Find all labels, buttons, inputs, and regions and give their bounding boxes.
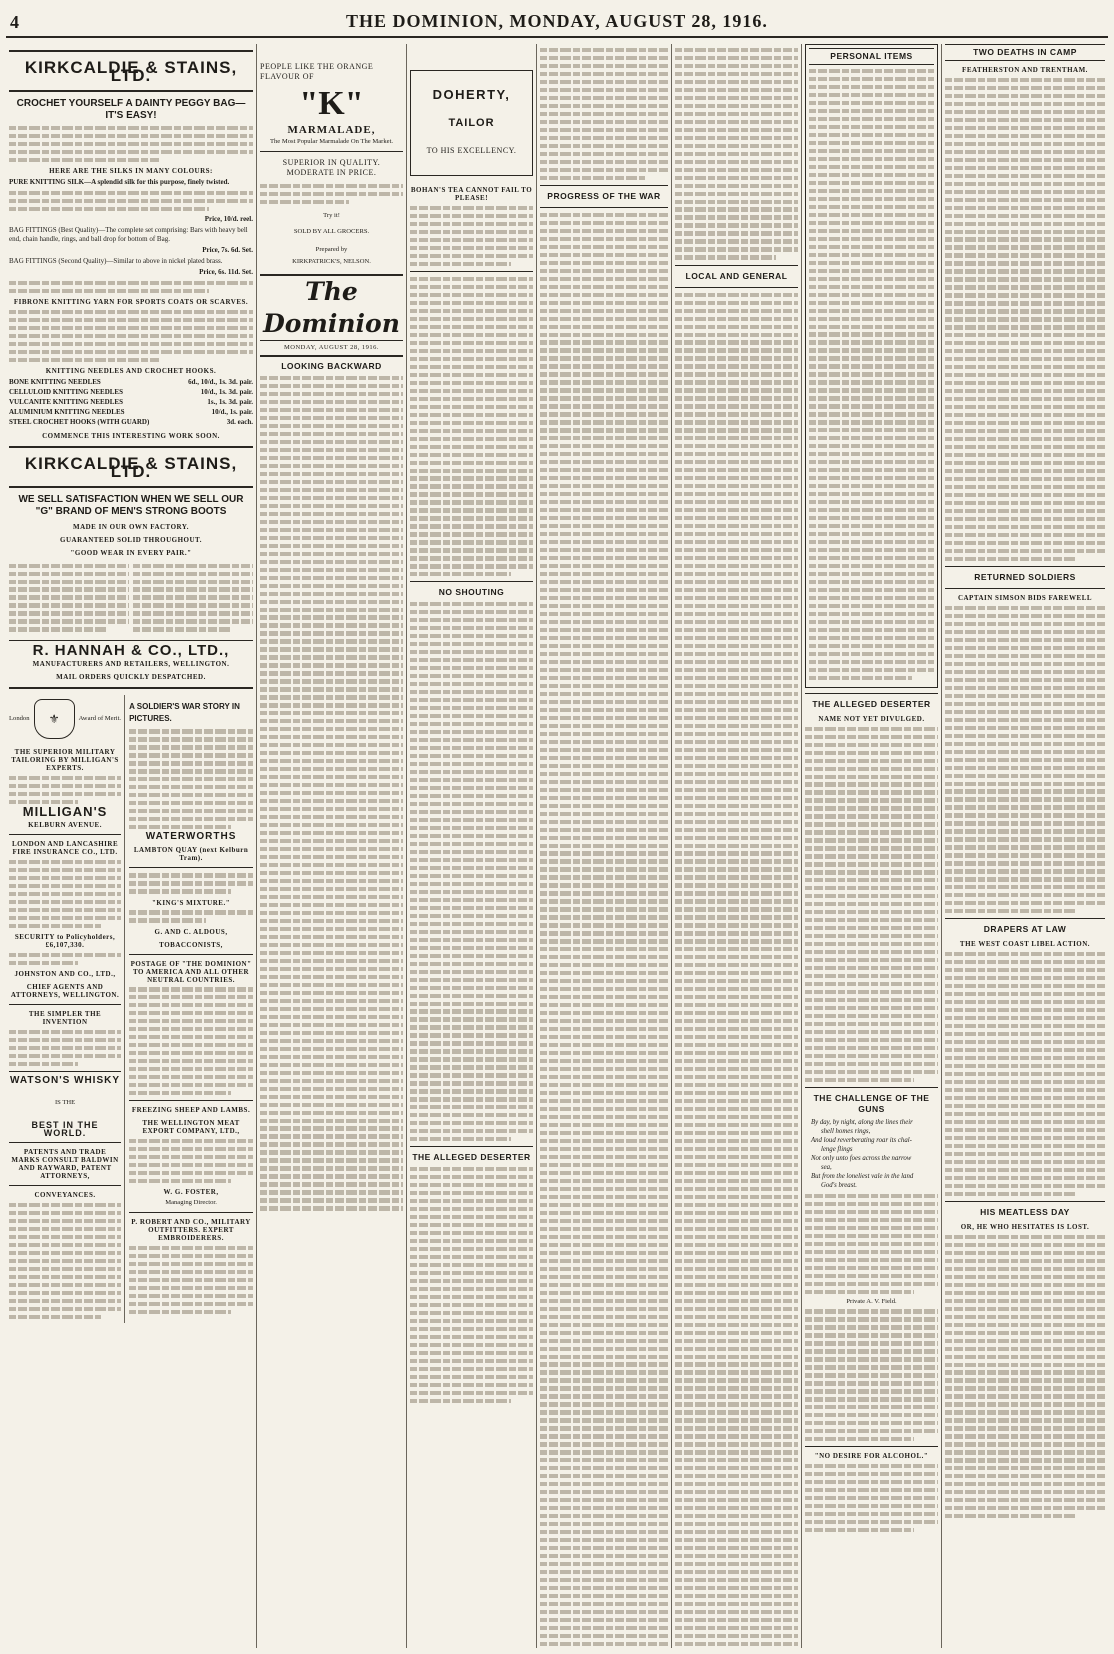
needles-heading: KNITTING NEEDLES AND CROCHET HOOKS. — [45, 366, 217, 375]
returned-soldiers-heading: RETURNED SOLDIERS — [974, 572, 1076, 583]
robert-co: P. ROBERT AND CO., MILITARY OUTFITTERS. EXPERT EMBROIDERERS. — [131, 1218, 251, 1243]
body-text — [9, 126, 253, 162]
fibrone-heading: FIBRONE KNITTING YARN FOR SPORTS COATS OR SCARVES. — [13, 297, 249, 306]
aldous: G. AND C. ALDOUS, — [154, 927, 228, 936]
kings-mixture: "KING'S MIXTURE." — [151, 898, 231, 907]
guaranteed: GUARANTEED SOLID THROUGHOUT. — [60, 535, 202, 544]
drapers-at-law-heading: DRAPERS AT LAW — [983, 924, 1067, 935]
column-advertisements: KIRKCALDIE & STAINS, LTD. CROCHET YOURSELF A DAINTY PEGGY BAG—IT'S EASY! HERE ARE THE SILKS IN MANY COLOURS: PURE KNITTING SILK—A splendid silk for this purpose, finely twisted. Price, 10/d. reel. BAG FITTINGS (Best Quality)—The complete set comprising: Bars with heavy bell end, chain handle, rings, and ball drop for bottom of Bag. Price, 7s. 6d. Set. BAG FITTINGS (Second Quality)—Similar to above in nickel plated brass. Price, 6s. 11d. Set. FIBRONE KNITTING YARN FOR SPORTS COATS OR SCARVES. KNITTING NEEDLES AND CROCHET HOOKS. BONE KNITTING NEEDLES 6d., 10/d., 1s. 3d. pair. CELLULOID KNITTING NEEDLES 10/d., 1s. 3d. pair. VULCANITE KNITTING NEEDLES 1s., 1s. 3d. pair. ALUMINIUM KNITTING NEEDLES 10/d., 1s. pair. STEEL CROCHET HOOKS (WITH GUARD) 3d. each. COMMENCE THIS INTERESTING WORK SOON. KIRKCALDIE & STAINS, LTD. WE SELL SATISFACTION WHEN WE SELL OUR "G" BRAND OF MEN'S STRONG BOOTS MADE IN OUR OWN FACTORY. GUARANTEED SOLID THROUGHOUT. "GOOD WEAR IN EVERY PAIR." R. HANNAH & CO., LTD., MANUFACTURERS AND RETAILERS, WELLINGTON. MAIL ORDERS QUICKLY DESPATCHED. London ⚜ Award of Merit. THE SUPERIOR MILITARY TAILORING BY MILLIGAN'S EXPERTS. MILLIGAN'S KELBURN AVENUE. LONDON AND LANCASHIRE FIRE INSURANCE CO., LTD. SECURITY to Policyholders, £6,107,330. JOHNSTON AND CO., LTD., CHIEF AGENTS AND ATTORNEYS, WELLINGTON. THE SIMPLER THE INVENTION WATSON'S WHISKY IS THE BEST IN THE WORLD. PATENTS AND TRADE MARKS CONSULT BALDWIN AND RAYWARD, PATENT ATTORNEYS, CONVEYANCES. A SOLDIER'S WAR STORY IN PICTURES. WATERWORTHS LAMBTON QUAY (next Kelburn Tram). "KING'S MIXTURE." G. AND C. ALDOUS, TOBACCONISTS, POSTAGE OF "THE DOMINION" TO AMERICA AND ALL OTHER NEUTRAL COUNTRIES. FREEZING SHEEP AND LAMBS. THE WELLINGTON MEAT EXPORT COMPANY, LTD., W. G. FOSTER, Managing Director. P. ROBERT AND CO., MILITARY OUTFITTERS. EXPERT EMBROIDERERS. — [6, 44, 256, 1648]
milligans-heading: MILLIGAN'S — [22, 804, 108, 820]
local-general-heading: LOCAL AND GENERAL — [685, 270, 788, 281]
column-7 — [941, 44, 1108, 1648]
alleged-deserter-heading-2: THE ALLEGED DESERTER — [812, 698, 931, 709]
good-wear: "GOOD WEAR IN EVERY PAIR." — [70, 548, 192, 557]
insurance-heading: LONDON AND LANCASHIRE FIRE INSURANCE CO., LTD. — [11, 840, 119, 857]
foster: W. G. FOSTER, — [163, 1188, 219, 1197]
simpler-invention: THE SIMPLER THE INVENTION — [28, 1010, 102, 1027]
managing-director: Managing Director. — [165, 1199, 217, 1207]
tailor: TAILOR — [448, 117, 495, 129]
kelburn: KELBURN AVENUE. — [28, 821, 102, 830]
challenge-of-guns-heading: THE CHALLENGE OF THE GUNS — [813, 1093, 930, 1115]
column-5 — [671, 44, 801, 1648]
masthead — [6, 8, 1108, 38]
crochet-headline: CROCHET YOURSELF A DAINTY PEGGY BAG—IT'S EASY! — [16, 98, 246, 121]
alleged-deserter-heading: THE ALLEGED DESERTER — [412, 1152, 531, 1163]
column-4 — [536, 44, 671, 1648]
no-desire-alcohol: "NO DESIRE FOR ALCOHOL." — [814, 1452, 929, 1461]
kirkpatrick: KIRKPATRICK'S, NELSON. — [292, 258, 371, 266]
list-item: STEEL CROCHET HOOKS (WITH GUARD) 3d. each. — [9, 417, 253, 426]
freezing-heading: FREEZING SHEEP AND LAMBS. — [131, 1106, 251, 1115]
people-like: PEOPLE LIKE THE ORANGE FLAVOUR OF — [260, 62, 374, 81]
bohans-tea: BOHAN'S TEA CANNOT FAIL TO PLEASE! — [410, 186, 533, 202]
bag-fittings-item: BAG FITTINGS (Best Quality)—The complete set comprising: Bars with heavy bell end, chain handle, rings, and ball drop for bottom of Bag. — [9, 225, 248, 243]
prepared-by: Prepared by — [315, 246, 348, 254]
most-popular: The Most Popular Marmalade On The Market. — [269, 138, 394, 145]
military-tailoring: THE SUPERIOR MILITARY TAILORING BY MILLIGAN'S EXPERTS. — [11, 748, 119, 773]
chief-agents: CHIEF AGENTS AND ATTORNEYS, WELLINGTON. — [10, 983, 120, 1000]
featherston-subhead: FEATHERSTON AND TRENTHAM. — [962, 66, 1088, 74]
poem-author: Private A. V. Field. — [846, 1297, 897, 1305]
west-coast-subhead: THE WEST COAST LIBEL ACTION. — [959, 940, 1091, 949]
page-number: 4 — [10, 12, 19, 32]
is-the: IS THE — [54, 1099, 76, 1107]
captain-simson-heading: CAPTAIN SIMSON BIDS FAREWELL — [957, 594, 1093, 603]
silks-heading: HERE ARE THE SILKS IN MANY COLOURS: — [49, 167, 213, 176]
column-6 — [801, 44, 941, 1648]
award-text-2: Award of Merit. — [78, 715, 122, 723]
wellington-meat: THE WELLINGTON MEAT EXPORT COMPANY, LTD., — [142, 1119, 240, 1136]
conveyances-heading: CONVEYANCES. — [34, 1191, 96, 1200]
price: Price, 10/d. reel. — [204, 214, 253, 223]
needles-list — [9, 378, 253, 427]
satisfaction-headline: WE SELL SATISFACTION WHEN WE SELL OUR "G" BRAND OF MEN'S STRONG BOOTS — [18, 493, 244, 517]
tobacconists: TOBACCONISTS, — [159, 940, 223, 949]
own-factory: MADE IN OUR OWN FACTORY. — [72, 522, 190, 531]
hannah-mail: MAIL ORDERS QUICKLY DESPATCHED. — [56, 673, 206, 682]
newspaper-title: THE DOMINION, MONDAY, AUGUST 28, 1916. — [346, 11, 768, 31]
commence-line: COMMENCE THIS INTERESTING WORK SOON. — [42, 431, 220, 440]
waterworths-heading: WATERWORTHS — [145, 831, 237, 843]
doherty-advert — [410, 70, 533, 176]
poem: By day, by night, along the lines their shell homes rings, And loud reverberating roar its chal- lenge flings Not only unto foes across the narrow sea, But from the loneliest vale in the land God's breast. — [811, 1119, 914, 1190]
johnston: JOHNSTON AND CO., LTD., — [14, 970, 116, 979]
hannah-sub: MANUFACTURERS AND RETAILERS, WELLINGTON. — [32, 660, 230, 669]
personal-items-heading: PERSONAL ITEMS — [809, 48, 934, 65]
bag-fittings-item-2: BAG FITTINGS (Second Quality)—Similar to above in nickel plated brass. — [9, 256, 223, 265]
no-shouting-heading: NO SHOUTING — [438, 587, 505, 598]
editorial-dateline: MONDAY, AUGUST 28, 1916. — [260, 344, 403, 357]
sold-by-grocers: SOLD BY ALL GROCERS. — [293, 228, 370, 236]
column-3 — [406, 44, 536, 1648]
column-editorial — [256, 44, 406, 1648]
postage-heading: POSTAGE OF "THE DOMINION" TO AMERICA AND ALL OTHER NEUTRAL COUNTRIES. — [130, 959, 252, 984]
award-text: London — [9, 715, 30, 723]
silk-item: PURE KNITTING SILK—A splendid silk for this purpose, finely twisted. — [9, 178, 230, 187]
excellency: TO HIS EXCELLENCY. — [426, 146, 517, 155]
k-brand: "K" — [299, 85, 364, 122]
hesitates-subhead: OR, HE WHO HESITATES IS LOST. — [960, 1222, 1090, 1231]
superior-quality: SUPERIOR IN QUALITY. MODERATE IN PRICE. — [282, 158, 381, 177]
list-item: BONE KNITTING NEEDLES 6d., 10/d., 1s. 3d. pair. — [9, 377, 253, 386]
doherty-heading: DOHERTY, — [432, 87, 511, 102]
hannah-heading: R. HANNAH & CO., LTD., — [32, 642, 230, 660]
name-not-divulged: NAME NOT YET DIVULGED. — [818, 714, 925, 723]
list-item: ALUMINIUM KNITTING NEEDLES 10/d., 1s. pair. — [9, 407, 253, 416]
security-line: SECURITY to Policyholders, £6,107,330. — [14, 933, 116, 950]
personal-items-box — [805, 44, 938, 688]
meatless-day-heading: HIS MEATLESS DAY — [980, 1206, 1070, 1217]
kirkcaldie-heading-2: KIRKCALDIE & STAINS, LTD. — [9, 446, 253, 488]
crest-icon: ⚜ — [34, 699, 75, 739]
progress-of-war-heading: PROGRESS OF THE WAR — [547, 190, 661, 201]
list-item: CELLULOID KNITTING NEEDLES 10/d., 1s. 3d. pair. — [9, 387, 253, 396]
patents-heading: PATENTS AND TRADE MARKS CONSULT BALDWIN AND RAYWARD, PATENT ATTORNEYS, — [11, 1148, 119, 1181]
list-item: VULCANITE KNITTING NEEDLES 1s., 1s. 3d. pair. — [9, 397, 253, 406]
kirkcaldie-heading: KIRKCALDIE & STAINS, LTD. — [9, 50, 253, 92]
looking-backward-heading: LOOKING BACKWARD — [281, 361, 382, 372]
best-in-world: BEST IN THE WORLD. — [31, 1120, 99, 1139]
two-deaths-heading: TWO DEATHS IN CAMP — [945, 44, 1105, 61]
try-it: Try it! — [323, 212, 340, 220]
war-story-heading: A SOLDIER'S WAR STORY IN PICTURES. — [129, 702, 240, 724]
watsons-heading: WATSON'S WHISKY — [10, 1075, 121, 1087]
dominion-logo: The Dominion — [260, 274, 403, 341]
lambton-quay: LAMBTON QUAY (next Kelburn Tram). — [133, 846, 249, 863]
marmalade-heading: MARMALADE, — [287, 124, 376, 136]
